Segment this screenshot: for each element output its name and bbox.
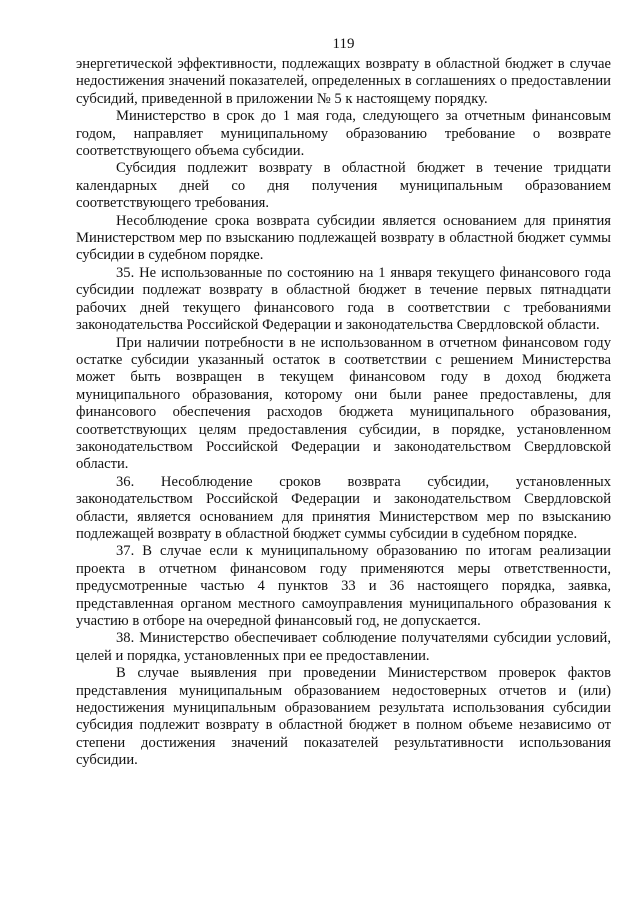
- paragraph-subsidy-return: Субсидия подлежит возврату в областной бюджет в течение тридцати календарных дней со дня получения муниципальным образованием соответствующего требования.: [76, 160, 611, 212]
- paragraph-audit-findings: В случае выявления при проведении Министерством проверок фактов представления муниципальным образованием недостоверных отчетов и (или) недостижения муниципальным образованием результата использования субсидии субсидия подлежит возврату в областной бюджет в полном объеме независимо от степени достижения значений показателей результативности использования субсидии.: [76, 665, 611, 769]
- paragraph-item-35: 35. Не использованные по состоянию на 1 января текущего финансового года субсидии подлежат возврату в областной бюджет в течение первых пятнадцати рабочих дней текущего финансового года в соответствии с требованиями законодательства Российской Федерации и законодательства Свердловской области.: [76, 264, 611, 334]
- paragraph-unused-balance: При наличии потребности в не использованном в отчетном финансовом году остатке субсидии указанный остаток в соответствии с решением Министерства может быть возвращен в текущем финансовом году в доход бюджета муниципального образования, которому они были ранее предоставлены, для финансового обеспечения расходов бюджета муниципального образования, соответствующих целям предоставления субсидии, в порядке, установленном законодательством Российской Федерации и законодательством Свердловской области.: [76, 334, 611, 473]
- paragraph-item-37: 37. В случае если к муниципальному образованию по итогам реализации проекта в отчетном финансовом году применяются меры ответственности, предусмотренные частью 4 пунктов 33 и 36 настоящего порядка, заявка, представленная органом местного самоуправления муниципального образования к участию в отборе на очередной финансовый год, не допускается.: [76, 543, 611, 629]
- paragraph-ministry-deadline: Министерство в срок до 1 мая года, следующего за отчетным финансовым годом, направляет муниципальному образованию требование о возврате соответствующего объема субсидии.: [76, 108, 611, 160]
- paragraph-noncompliance: Несоблюдение срока возврата субсидии является основанием для принятия Министерством мер по взысканию подлежащей возврату в областной бюджет суммы субсидии в судебном порядке.: [76, 212, 611, 264]
- paragraph-item-36: 36. Несоблюдение сроков возврата субсидии, установленных законодательством Российской Федерации и законодательством Свердловской области, является основанием для принятия Министерством мер по взысканию подлежащей возврату в областной бюджет суммы субсидии в судебном порядке.: [76, 473, 611, 542]
- page-number: 119: [332, 36, 355, 52]
- document-page: [76, 36, 611, 770]
- paragraph-item-38: 38. Министерство обеспечивает соблюдение получателями субсидии условий, целей и порядка, установленных при ее предоставлении.: [76, 630, 611, 664]
- paragraph-continuation: энергетической эффективности, подлежащих возврату в областной бюджет в случае недостижения значений показателей, определенных в соглашениях о предоставлении субсидий, приведенной в приложении № 5 к настоящему порядку.: [76, 56, 611, 107]
